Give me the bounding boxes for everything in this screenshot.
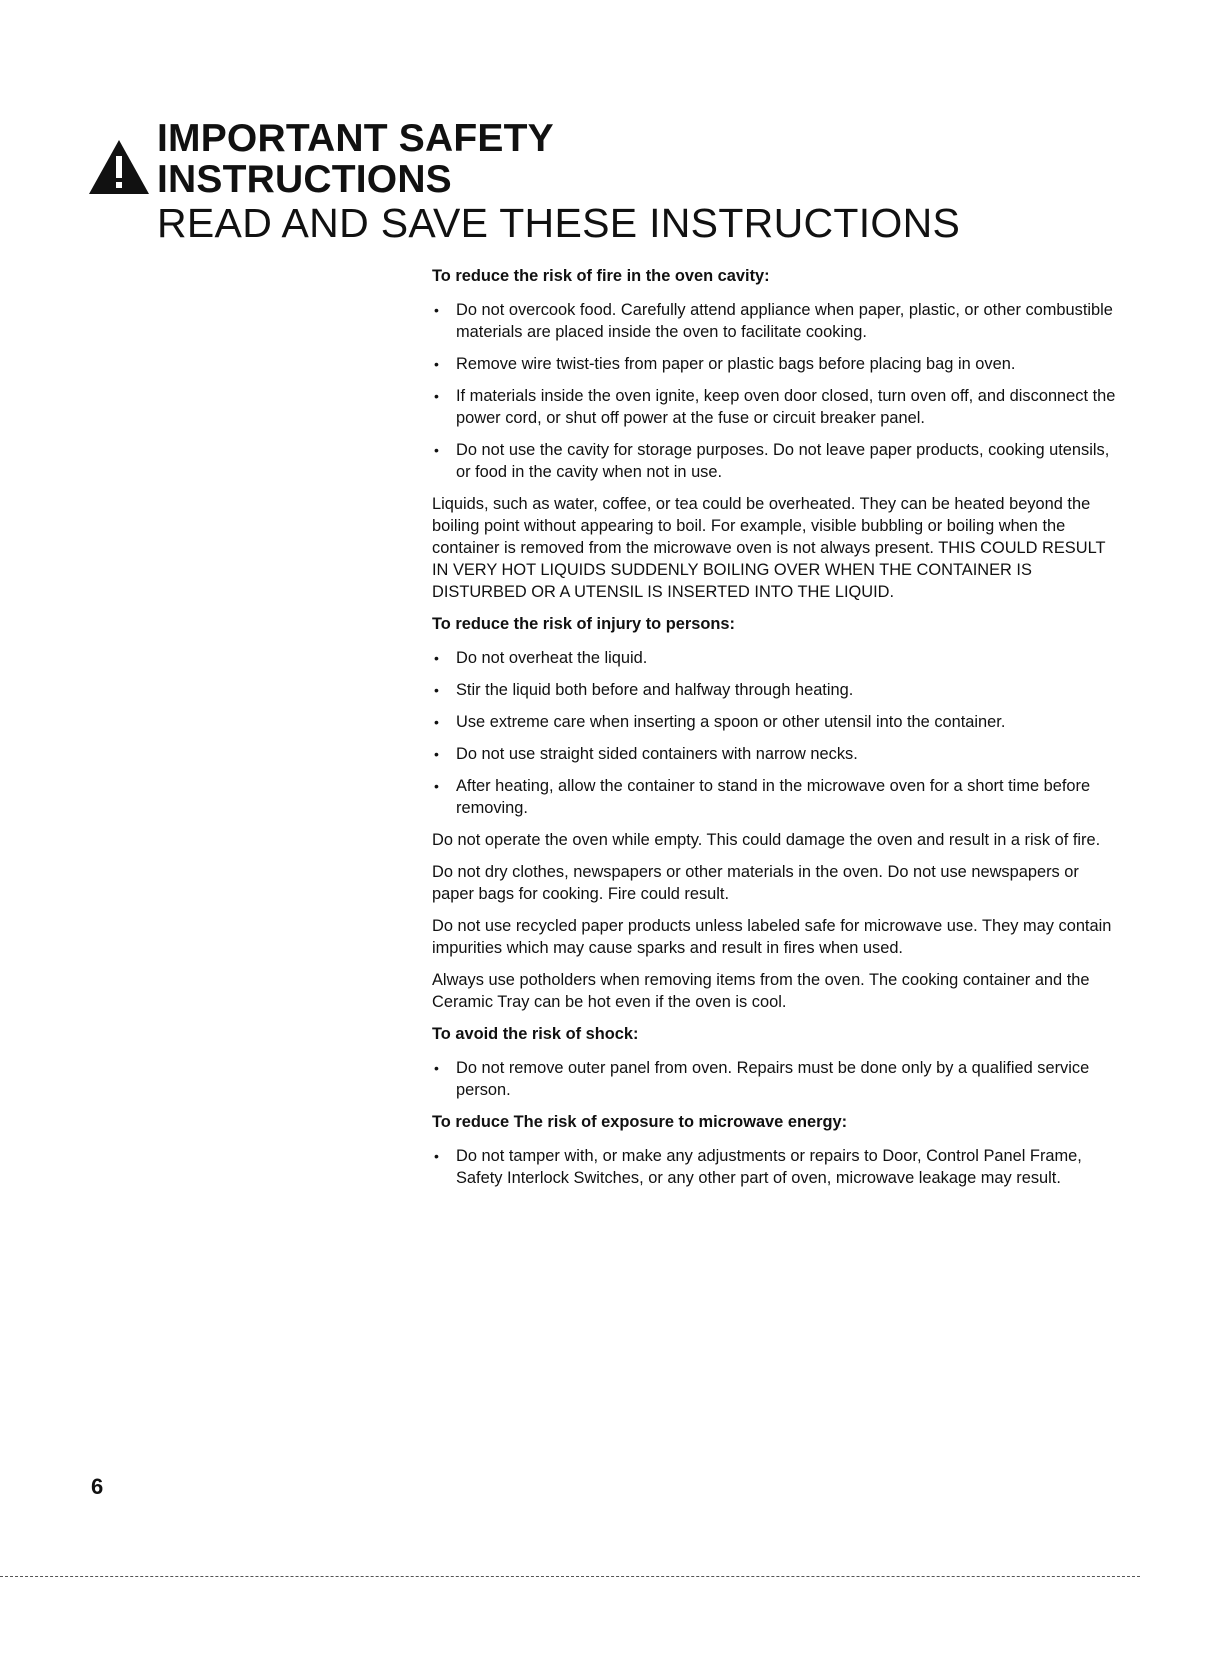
list-item [432,775,1118,819]
bullet-dot: • [434,388,439,404]
page-number: 6 [91,1474,104,1499]
bullet-dot: • [434,302,439,318]
bullet-text: Use extreme care when inserting a spoon or other utensil into the container. [456,713,1006,731]
microwave-bullets [432,1145,1118,1189]
paragraph: Do not dry clothes, newspapers or other materials in the oven. Do not use newspapers or paper bags for cooking. Fire could result. [432,863,1079,903]
bullet-dot: • [434,714,439,730]
list-item [432,439,1118,483]
bullet-dot: • [434,442,439,458]
paragraph: Do not use recycled paper products unless labeled safe for microwave use. They may contain impurities which may cause sparks and result in fires when used. [432,917,1112,957]
list-item [432,353,1118,375]
bullet-text: Stir the liquid both before and halfway through heating. [456,681,854,699]
list-item [432,743,1118,765]
instructions-body [432,265,1118,1199]
page-heading [157,118,960,246]
bullet-text: Do not overheat the liquid. [456,649,648,667]
bullet-text: Do not tamper with, or make any adjustments or repairs to Door, Control Panel Frame, Safety Interlock Switches, or any other part of oven, microwave leakage may result. [456,1147,1082,1187]
list-item [432,647,1118,669]
list-item [432,1145,1118,1189]
heading-line-1: IMPORTANT SAFETY [157,117,554,160]
warning-triangle-icon [87,138,151,196]
bullet-dot: • [434,746,439,762]
bullet-text: Do not overcook food. Carefully attend appliance when paper, plastic, or other combustible materials are placed inside the oven to facilitate cooking. [456,301,1113,341]
list-item [432,299,1118,343]
fire-section-title: To reduce the risk of fire in the oven cavity: [432,267,770,285]
shock-section-title: To avoid the risk of shock: [432,1025,639,1043]
bullet-dot: • [434,1060,439,1076]
bullet-text: Remove wire twist-ties from paper or plastic bags before placing bag in oven. [456,355,1016,373]
list-item [432,711,1118,733]
paragraph: Always use potholders when removing items from the oven. The cooking container and the Ceramic Tray can be hot even if the oven is cool. [432,971,1090,1011]
liquids-paragraph: Liquids, such as water, coffee, or tea could be overheated. They can be heated beyond the boiling point without appearing to boil. For example, visible bubbling or boiling when the container is removed from the microwave oven is not always present. THIS COULD RESULT IN VERY HOT LIQUIDS SUDDENLY BOILING OVER WHEN THE CONTAINER IS DISTURBED OR A UTENSIL IS INSERTED INTO THE LIQUID. [432,495,1106,601]
bullet-text: Do not use straight sided containers with narrow necks. [456,745,858,763]
heading-line-2: INSTRUCTIONS [157,158,452,201]
bullet-text: Do not use the cavity for storage purposes. Do not leave paper products, cooking utensils, or food in the cavity when not in use. [456,441,1110,481]
list-item [432,1057,1118,1101]
heading-line-3: READ AND SAVE THESE INSTRUCTIONS [157,200,961,246]
injury-bullets [432,647,1118,819]
bottom-divider [0,1576,1140,1577]
list-item [432,679,1118,701]
bullet-text: Do not remove outer panel from oven. Repairs must be done only by a qualified service person. [456,1059,1090,1099]
bullet-text: If materials inside the oven ignite, keep oven door closed, turn oven off, and disconnect the power cord, or shut off power at the fuse or circuit breaker panel. [456,387,1116,427]
bullet-dot: • [434,778,439,794]
fire-bullets [432,299,1118,483]
injury-section-title: To reduce the risk of injury to persons: [432,615,735,633]
bullet-dot: • [434,356,439,372]
list-item [432,385,1118,429]
bullet-dot: • [434,682,439,698]
microwave-section-title: To reduce The risk of exposure to microwave energy: [432,1113,848,1131]
bullet-dot: • [434,1148,439,1164]
shock-bullets [432,1057,1118,1101]
paragraph: Do not operate the oven while empty. This could damage the oven and result in a risk of fire. [432,831,1101,849]
bullet-dot: • [434,650,439,666]
bullet-text: After heating, allow the container to stand in the microwave oven for a short time before removing. [456,777,1091,817]
